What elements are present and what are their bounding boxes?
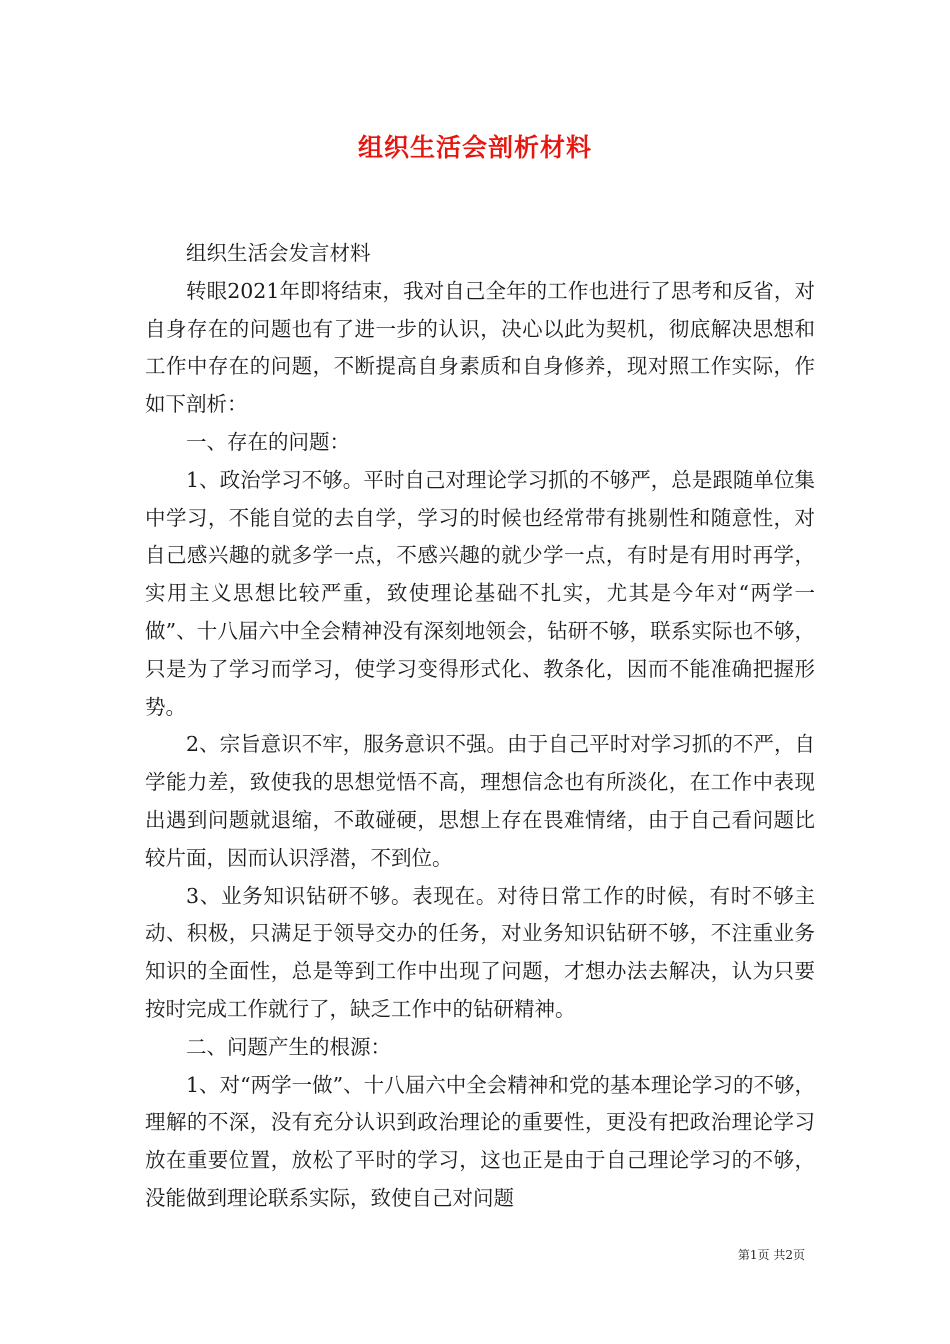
section-heading-roots: 二、问题产生的根源： xyxy=(186,1034,391,1059)
document-title: 组织生活会剖析材料 xyxy=(357,133,592,162)
paragraph-subtitle: 组织生活会发言材料 xyxy=(186,241,371,265)
page-total: 2 xyxy=(785,1248,793,1262)
page-label-prefix: 第 xyxy=(737,1248,750,1262)
paragraph-problem-3: 3、业务知识钻研不够。表现在。对待日常工作的时候，有时不够主动、积极，只满足于领导交办的任务，对业务知识钻研不够，不注重业务知识的全面性，总是等到工作中出现了问题，才想办法去解决，认为只要按时完成工作就行了，缺乏工作中的钻研精神。 xyxy=(145,883,815,1021)
section-heading-problems: 一、存在的问题： xyxy=(186,429,350,454)
paragraph-intro: 转眼2021年即将结束，我对自己全年的工作也进行了思考和反省，对自身存在的问题也有了进一步的认识，决心以此为契机，彻底解决思想和工作中存在的问题，不断提高自身素质和自身修养，现对照工作实际，作如下剖析： xyxy=(145,278,815,417)
paragraph-problem-1: 1、政治学习不够。平时自己对理论学习抓的不够严，总是跟随单位集中学习，不能自觉的去自学，学习的时候也经常带有挑剔性和随意性，对自己感兴趣的就多学一点，不感兴趣的就少学一点，有时是有用时再学，实用主义思想比较严重，致使理论基础不扎实，尤其是今年对“两学一做”、十八届六中全会精神没有深刻地领会，钻研不够，联系实际也不够，只是为了学习而学习，使学习变得形式化、教条化，因而不能准确把握形势。 xyxy=(145,467,815,719)
document-body xyxy=(145,235,815,1218)
page-label-mid: 页 共 xyxy=(757,1248,786,1262)
page-label-suffix: 页 xyxy=(792,1248,805,1262)
page-number xyxy=(0,1246,805,1263)
paragraph-problem-2: 2、宗旨意识不牢，服务意识不强。由于自己平时对学习抓的不严，自学能力差，致使我的思想觉悟不高，理想信念也有所淡化，在工作中表现出遇到问题就退缩，不敢碰硬，思想上存在畏难情绪，由于自己看问题比较片面，因而认识浮潜，不到位。 xyxy=(145,732,815,870)
paragraph-root-1: 1、对“两学一做”、十八届六中全会精神和党的基本理论学习的不够，理解的不深，没有充分认识到政治理论的重要性，更没有把政治理论学习放在重要位置，放松了平时的学习，这也正是由于自己理论学习的不够，没能做到理论联系实际，致使自己对问题 xyxy=(145,1072,815,1210)
page-current: 1 xyxy=(749,1248,758,1262)
